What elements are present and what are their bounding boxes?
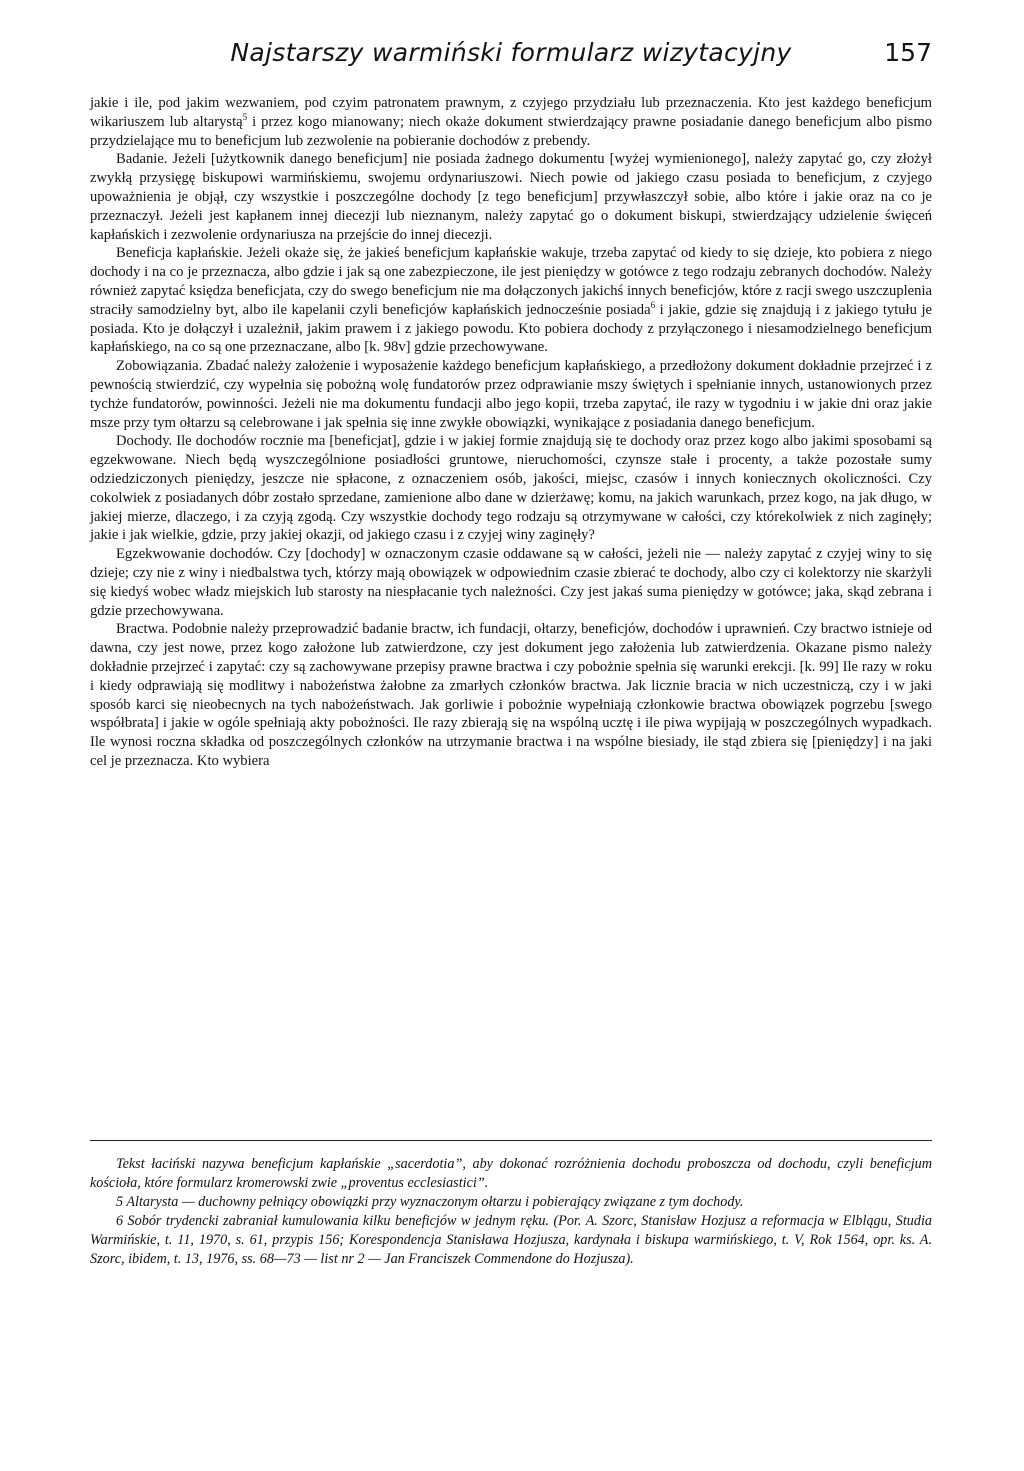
footnote-intro: Tekst łaciński nazywa beneficjum kapłańskie „sacerdotia”, aby dokonać rozróżnienia dochodu proboszcza od dochodu, czyli beneficjum kościoła, które formularz kromerowski zwie „proventus ecclesiastici”. bbox=[90, 1156, 932, 1191]
body-text bbox=[90, 94, 932, 771]
footnotes bbox=[90, 1155, 932, 1269]
running-header bbox=[90, 38, 932, 78]
footnote-ref-5: 5 bbox=[242, 111, 248, 122]
running-title: Najstarszy warmiński formularz wizytacyjny bbox=[230, 38, 792, 67]
paragraph-egzekwowanie: Egzekwowanie dochodów. Czy [dochody] w oznaczonym czasie oddawane są w całości, jeżeli nie — należy zapytać z czyjej winy to się dzieje; czy nie z winy i niedbalstwa tych, którzy mają obowiązek w odpowiednim czasie zbierać te dochody, albo czy ci kolektorzy nie skarżyli się kiedyś wobec władz miejskich lub starosty na niespłacanie tych należności. Czy jest jakaś suma pieniędzy w gotówce; jaka, skąd zebrana i gdzie przechowywana. bbox=[90, 546, 932, 619]
paragraph-dochody: Dochody. Ile dochodów rocznie ma [beneficjat], gdzie i w jakiej formie znajdują się te dochody oraz przez kogo albo jakimi sposobami są egzekwowane. Niech będą wyszczególnione posiadłości gruntowe, nieruchomości, czynsze stałe i procenty, a także pozostałe sumy odziedziczonych pieniędzy, jeszcze nie spłacone, z oznaczeniem osób, jakości, miejsc, czasów i innych koniecznych okoliczności. Czy cokolwiek z posiadanych dóbr zostało sprzedane, zamienione albo dane w dzierżawę; komu, na jakich warunkach, przez kogo, na jak długo, w jakiej mierze, dlaczego, i za czyją zgodą. Czy wszystkie dochody tego rodzaju są otrzymywane w całości, czy którekolwiek z nich zaginęły; jakie i jak wielkie, gdzie, przy jakiej okazji, od jakiego czasu i z czyjej winy zaginęły? bbox=[90, 433, 932, 544]
paragraph-zobowiazania: Zobowiązania. Zbadać należy założenie i wyposażenie każdego beneficjum kapłańskiego, a przedłożony dokument dokładnie przejrzeć i z pewnością stwierdzić, czy wypełnia się pobożną wolę fundatorów przez odprawianie mszy świętych i spełnianie innych, ustanowionych przez tychże fundatorów, powinności. Jeżeli nie ma dokumentu fundacji albo jego kopii, trzeba zapytać, ile razy w tygodniu i w jakie dni oraz jakie msze przy tym ołtarzu są celebrowane i jak spełnia się inne zwykłe obowiązki, wynikające z posiadania danego beneficjum. bbox=[90, 358, 932, 431]
paragraph-badanie: Badanie. Jeżeli [użytkownik danego beneficjum] nie posiada żadnego dokumentu [wyżej wymienionego], należy zapytać go, czy złożył zwykłą przysięgę biskupowi warmińskiemu, swojemu ordynariuszowi. Niech powie od jakiego czasu posiada to beneficjum, z czyjego upoważnienia je objął, czy wszystkie i poszczególne dochody [z tego beneficjum] przywłaszczył sobie, albo które i jakie oraz na co je przeznaczył. Jeżeli jest kapłanem innej diecezji lub nieznanym, należy zapytać go o dokument biskupi, stwierdzający udzielenie święceń kapłańskich i zezwolenie ordynariusza na przejście do innej diecezji. bbox=[90, 151, 932, 243]
paragraph-beneficja: Beneficja kapłańskie. Jeżeli okaże się, że jakieś beneficjum kapłańskie wakuje, trzeba zapytać od kiedy to się dzieje, kto pobiera z niego dochody i na co je przeznacza, albo gdzie i jak są one zabezpieczone, ile jest pieniędzy w gotówce z tego rodzaju zebranych dochodów. Należy również zapytać księdza beneficjata, czy do swego beneficjum nie ma dołączonych jakichś innych beneficjów, które z racji swego uszczuplenia straciły samodzielny byt, albo ile kapelanii czyli beneficjów kapłańskich jednocześnie posiada$^6$ i jakie, gdzie się znajdują i z jakiego tytułu je posiada. Kto je dołączył i uzależnił, jakim prawem i z jakiego powodu. Kto pobiera dochody z przyłączonego i niesamodzielnego beneficjum kapłańskiego, na co są one przeznaczane, albo [k. 98v] gdzie przechowywane. bbox=[90, 245, 932, 356]
paragraph-continuation: jakie i ile, pod jakim wezwaniem, pod czyim patronatem prawnym, z czyjego przydziału lub przeznaczenia. Kto jest każdego beneficjum wikariuszem lub altarystą$^5$ i przez kogo mianowany; niech okaże dokument stwierdzający prawne posiadanie danego beneficjum albo pismo przydzielające mu to beneficjum lub zezwolenie na pobieranie dochodów z prebendy. bbox=[90, 95, 932, 149]
footnote-6: 6 Sobór trydencki zabraniał kumulowania kilku beneficjów w jednym ręku. (Por. A. Szorc, Stanisław Hozjusz a reformacja w Elblągu, Studia Warmińskie, t. 11, 1970, s. 61, przypis 156; Korespondencja Stanisława Hozjusza, kardynała i biskupa warmińskiego, t. V, Rok 1564, opr. ks. A. Szorc, ibidem, t. 13, 1976, ss. 68—73 — list nr 2 — Jan Franciszek Commendone do Hozjusza). bbox=[90, 1213, 932, 1267]
paragraph-bractwa: Bractwa. Podobnie należy przeprowadzić badanie bractw, ich fundacji, ołtarzy, beneficjów, dochodów i uprawnień. Czy bractwo istnieje od dawna, czy jest nowe, przez kogo założone lub zatwierdzone, czy jest dokument jego założenia lub zatwierdzenia. Okazane pismo należy dokładnie przejrzeć i zapytać: czy są zachowywane przepisy prawne bractwa i czy pobożnie spełnia się warunki erekcji. [k. 99] Ile razy w roku i kiedy odprawiają się modlitwy i nabożeństwa żałobne za zmarłych członków bractwa. Jak licznie bracia w nich uczestniczą, czy i w jaki sposób karci się nieobecnych na tych nabożeństwach. Jak gorliwie i pobożnie wypełniają członkowie bractwa obowiązek pogrzebu [swego współbrata] i jakie w ogóle spełniają akty pobożności. Ile razy zbierają się na wspólną ucztę i ile piwa wypijają w poszczególnych wypadkach. Ile wynosi roczna składka od poszczególnych członków na utrzymanie bractwa i na wspólne biesiady, ile stąd zbiera się [pieniędzy] i na jaki cel je przeznacza. Kto wybiera bbox=[90, 621, 932, 769]
footnote-5: 5 Altarysta — duchowny pełniący obowiązki przy wyznaczonym ołtarzu i pobierający związane z tym dochody. bbox=[116, 1194, 744, 1210]
page-number: 157 bbox=[884, 38, 932, 67]
footnote-divider bbox=[90, 1140, 932, 1141]
footnote-ref-6: 6 bbox=[650, 299, 656, 310]
